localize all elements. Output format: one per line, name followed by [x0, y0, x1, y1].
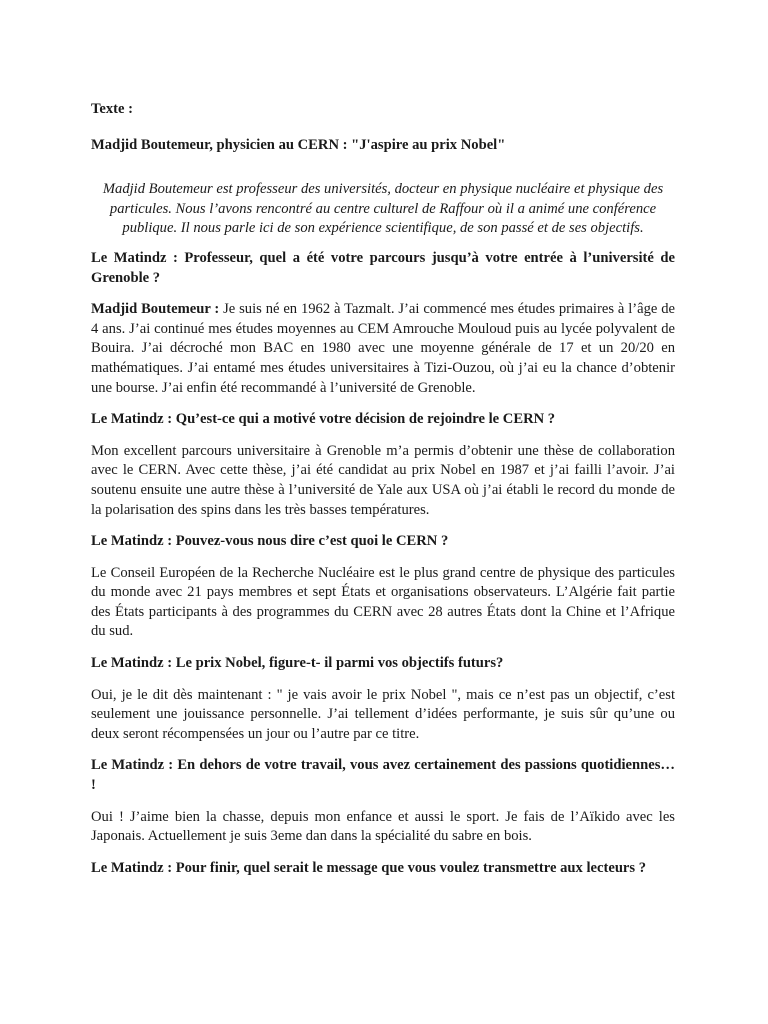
question-3: Le Matindz : Pouvez-vous nous dire c’est quoi le CERN ?	[91, 533, 449, 550]
question-2: Le Matindz : Qu’est-ce qui a motivé votre décision de rejoindre le CERN ?	[91, 411, 556, 428]
answer-text: Je suis né en 1962 à Tazmalt. J’ai commencé mes études primaires à l’âge de 4 ans. J’ai continué mes études moyennes au CEM Amrouche Mouloud puis au lycée polyvalent de Bouira. J’ai décroché mon BAC en 1980 avec une moyenne générale de 17 et un 20/20 en mathématiques. J’ai entamé mes études universitaires à Tizi-Ouzou, où j’ai eu la chance d’obtenir une bourse. J’ai enfin été recommandé à l’université de Grenoble.	[91, 301, 675, 396]
question-5: Le Matindz : En dehors de votre travail, vous avez certainement des passions quotidiennes… !	[91, 757, 675, 794]
answer-5: Oui ! J’aime bien la chasse, depuis mon enfance et aussi le sport. Je fais de l’Aïkido avec les Japonais. Actuellement je suis 3eme dan dans la spécialité du sabre en bois.	[91, 808, 675, 845]
question-6: Le Matindz : Pour finir, quel serait le message que vous voulez transmettre aux lecteurs ?	[91, 859, 647, 876]
question-1: Le Matindz : Professeur, quel a été votre parcours jusqu’à votre entrée à l’université de Grenoble ?	[91, 249, 675, 286]
answer-3: Le Conseil Européen de la Recherche Nucléaire est le plus grand centre de physique des particules du monde avec 21 pays membres et sept États et organisations observateurs. L’Algérie fait partie des États participants à des programmes du CERN avec 28 autres États dont la Chine et l’Afrique du sud.	[91, 564, 675, 640]
answer-speaker: Madjid Boutemeur :	[91, 301, 220, 318]
article-title: Madjid Boutemeur, physicien au CERN : "J'aspire au prix Nobel"	[91, 136, 506, 153]
article-intro: Madjid Boutemeur est professeur des universités, docteur en physique nucléaire et physique des particules. Nous l’avons rencontré au centre culturel de Raffour où il a animé une conférence publique. Il nous parle ici de son expérience scientifique, de son passé et de ses objectifs.	[102, 181, 664, 237]
answer-4: Oui, je le dit dès maintenant : " je vais avoir le prix Nobel ", mais ce n’est pas un objectif, c’est seulement une jouissance personnelle. J’ai tellement d’idées performante, je suis sûr qu’une ou deux seront récompensées un jour ou l’autre par ce titre.	[91, 686, 675, 742]
text-label: Texte :	[91, 101, 134, 117]
answer-1	[91, 300, 675, 398]
answer-2: Mon excellent parcours universitaire à Grenoble m’a permis d’obtenir une thèse de collaboration avec le CERN. Avec cette thèse, j’ai été candidat au prix Nobel en 1987 et j’ai failli l’avoir. J’ai soutenu ensuite une autre thèse à l’université de Yale aux USA où j’ai établi le record du monde de la polarisation des spins dans les très basses températures.	[91, 442, 675, 518]
question-4: Le Matindz : Le prix Nobel, figure-t- il parmi vos objectifs futurs?	[91, 655, 504, 672]
document-page	[91, 100, 675, 890]
